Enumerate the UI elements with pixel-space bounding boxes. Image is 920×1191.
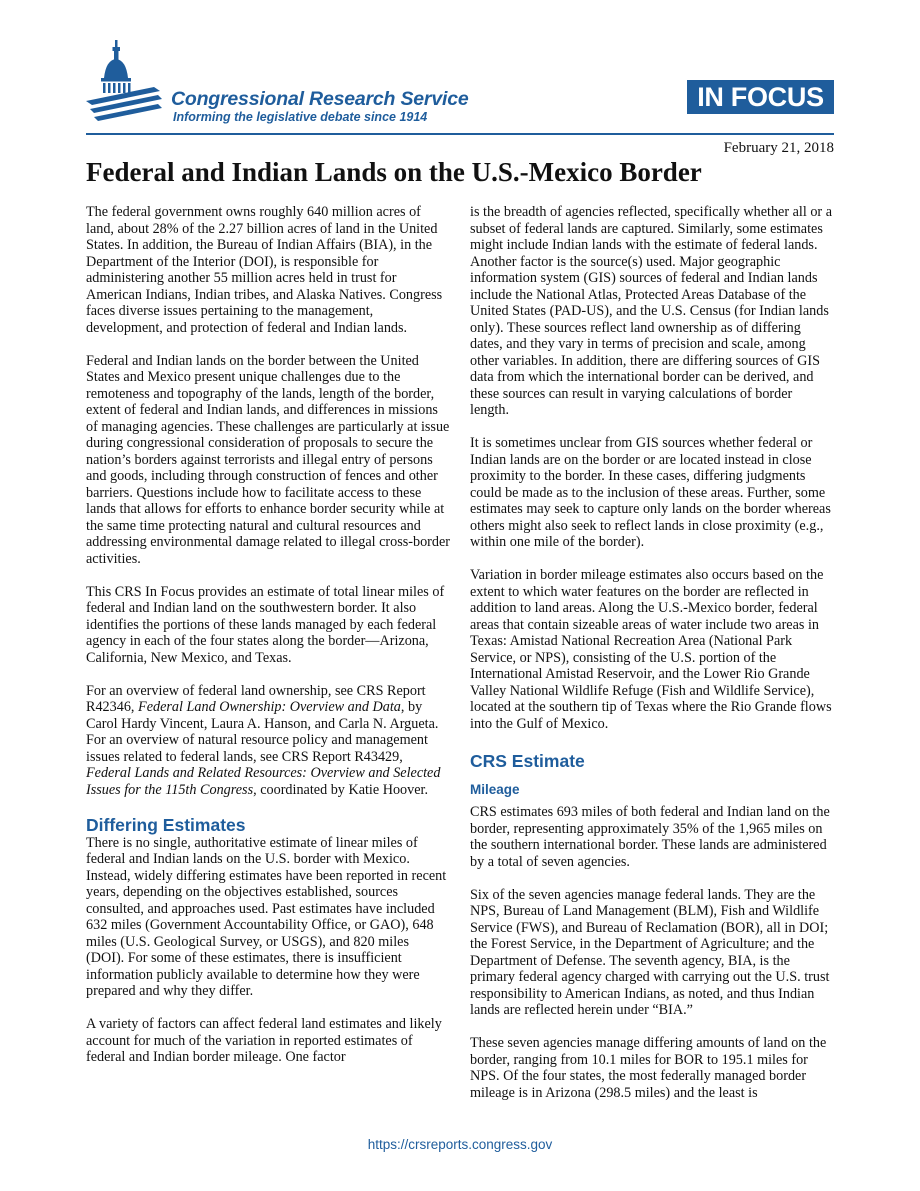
in-focus-badge: IN FOCUS [687,80,834,114]
paragraph: Variation in border mileage estimates also occurs based on the extent to which water features on the border are reflected in addition to land areas. Along the U.S.-Mexico border, federal areas that contain sizeable areas of water include two areas in Texas: Amistad National Recreation Area (National Park Service, or NPS), consisting of the U.S. portion of the International Amistad Reservoir, and the Lower Rio Grande Valley National Wildlife Refuge (Fish and Wildlife Service), located at the southern tip of Texas where the Rio Grande flows into the Gulf of Mexico. [470,567,832,732]
left-column [86,204,450,1082]
paragraph: CRS estimates 693 miles of both federal and Indian land on the border, representing approximately 35% of the 1,965 miles on the southern international border. These lands are administered by a total of seven agencies. [470,804,830,870]
paragraph: There is no single, authoritative estimate of linear miles of federal and Indian lands on the U.S. border with Mexico. Instead, widely differing estimates have been reported in recent years, depending on the objectives established, sources consulted, and approaches used. Past estimates have included 632 miles (Government Accountability Office, or GAO), 648 miles (U.S. Geological Survey, or USGS), and 820 miles (DOI). For some of these estimates, there is insufficient information publicly available to determine how they were prepared and why they differ. [86,834,447,999]
paragraph: is the breadth of agencies reflected, specifically whether all or a subset of federal lands are captured. Similarly, some estimates might include Indian lands with the estimate of federal lands. Another factor is the source(s) used. Major geographic information system (GIS) sources of federal and Indian lands include the National Atlas, Protected Areas Database of the United States (PAD-US), and the U.S. Census (for Indian lands only). These sources reflect land ownership as of differing dates, and they vary in terms of precision and scale, among other variables. In addition, there are differing sources of GIS data from which the international border can be derived, and these sources can result in varying calculations of border length. [470,204,833,418]
paragraph: A variety of factors can affect federal land estimates and likely account for much of the variation in reported estimates of federal and Indian border mileage. One factor [86,1016,442,1065]
text-run: , by Carol Hardy Vincent, Laura A. Hanson, and Carla N. Argueta. For an overview of natural resource policy and management issues related to federal lands, see CRS Report R43429, [86,699,439,765]
page-title: Federal and Indian Lands on the U.S.-Mexico Border [86,157,702,187]
paragraph: It is sometimes unclear from GIS sources whether federal or Indian lands are on the border or are located instead in close proximity to the border. In these cases, differing judgments could be made as to the inclusion of these areas. Further, some estimates may seek to capture only lands on the border whereas others might also seek to reflect lands in close proximity (e.g., within one mile of the border). [470,435,831,550]
capitol-dome-icon [84,38,166,130]
report-title-link[interactable]: Federal Lands and Related Resources: Overview and Selected Issues for the 115th Congress [86,765,441,798]
header-rule [86,133,834,135]
publication-date: February 21, 2018 [723,140,834,156]
right-column [470,204,834,1118]
org-name: Congressional Research Service [171,88,469,110]
crs-logo [84,38,494,130]
text-run: , coordinated by Katie Hoover. [253,781,429,798]
subsection-heading: Mileage [470,782,520,797]
paragraph [86,683,450,799]
section-heading: CRS Estimate [470,751,585,771]
paragraph: The federal government owns roughly 640 million acres of land, about 28% of the 2.27 billion acres of land in the United States. In addition, the Bureau of Indian Affairs (BIA), in the Department of the Interior (DOI), is responsible for administering another 55 million acres held in trust for American Indians, Indian tribes, and Alaska Natives. Congress faces diverse issues pertaining to the management, development, and protection of federal and Indian lands. [86,204,443,336]
paragraph: These seven agencies manage differing amounts of land on the border, ranging from 10.1 miles for BOR to 195.1 miles for NPS. Of the four states, the most federally managed border mileage is in Arizona (298.5 miles) and the least is [470,1035,827,1101]
report-title-link[interactable]: Federal Land Ownership: Overview and Data [138,699,401,715]
footer-url-link[interactable]: https://crsreports.congress.gov [367,1137,553,1152]
paragraph: This CRS In Focus provides an estimate of total linear miles of federal and Indian land on the southwestern border. It also identifies the portions of these lands managed by each federal agency in each of the four states along the border—Arizona, California, New Mexico, and Texas. [86,583,445,666]
paragraph: Federal and Indian lands on the border between the United States and Mexico present unique challenges due to the remoteness and topography of the lands, length of the border, extent of federal and Indian lands, and differences in missions of managing agencies. These challenges are particularly at issue during congressional consideration of proposals to secure the nation’s borders against terrorists and illegal entry of persons and goods, including through construction of fences and other barriers. Questions include how to facilitate access to these lands that allows for efforts to enhance border security while at the same time protecting natural and cultural resources and addressing environmental damage related to illegal cross-border activities. [86,352,451,567]
org-tagline: Informing the legislative debate since 1914 [173,110,428,124]
section-heading: Differing Estimates [86,814,246,835]
text-run: For an overview of federal land ownership, see CRS Report R42346, [86,682,426,715]
paragraph: Six of the seven agencies manage federal lands. They are the NPS, Bureau of Land Management (BLM), Fish and Wildlife Service (FWS), and Bureau of Reclamation (BOR), all in DOI; the Forest Service, in the Department of Agriculture; and the Department of Defense. The seventh agency, BIA, is the primary federal agency charged with carrying out the U.S. trust responsibility to American Indians, as noted, and thus Indian lands are reflected herein under “BIA.” [470,886,830,1018]
